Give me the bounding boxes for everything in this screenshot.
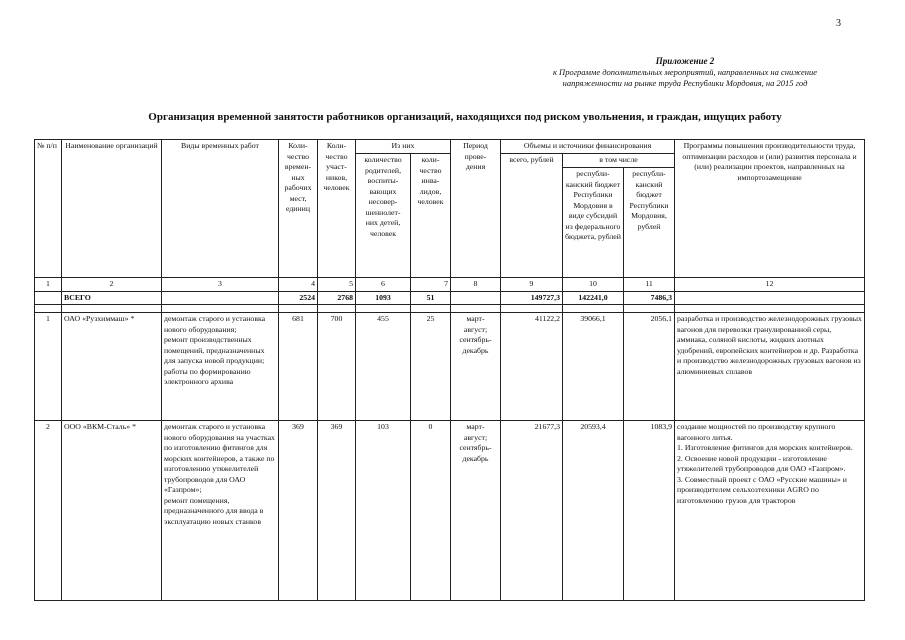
- header-of-them: Из них: [356, 140, 451, 154]
- row-disabled: 0: [411, 421, 451, 601]
- row-org: ОАО «Рузхиммаш» *: [62, 313, 162, 421]
- row-parents: 455: [356, 313, 411, 421]
- col-number: 4: [279, 278, 318, 292]
- row-org: ООО «ВКМ-Сталь» *: [62, 421, 162, 601]
- row-total: 21677,3: [501, 421, 563, 601]
- appendix-title: Приложение 2: [655, 56, 715, 66]
- header-parents: количество родителей, воспиты- вающих несовер- шеннолет- них детей, человек: [356, 154, 411, 278]
- total-rep-budget: 142241,0: [563, 291, 624, 305]
- row-participants: 369: [318, 421, 356, 601]
- header-total: всего, рублей: [501, 154, 563, 278]
- total-places: 2524: [279, 291, 318, 305]
- total-participants: 2768: [318, 291, 356, 305]
- row-programs: создание мощностей по производству крупного вагонного литья. 1. Изготовление фитингов для морских контейнеров. 2. Освоение новой продукции - изготовление утяжелителей трубопроводов для ОАО «Газпром». 3. Совместный проект с ОАО «Русские машины» и производителем сельхозтехники AGRO по изготовлению грузов для тракторов: [675, 421, 865, 601]
- spacer-row: [35, 305, 865, 313]
- header-works: Виды временных работ: [162, 140, 279, 278]
- document-title: Организация временной занятости работников организаций, находящихся под риском увольнения, и граждан, ищущих работу: [148, 111, 782, 123]
- header-rep-budget: республи- канский бюджет Республики Мордовия в виде субсидий из федерального бюджета, рублей: [563, 168, 624, 278]
- page-number: 3: [836, 18, 841, 29]
- row-parents: 103: [356, 421, 411, 601]
- total-label: ВСЕГО: [62, 291, 162, 305]
- header-num: № п/п: [35, 140, 62, 278]
- col-number: 1: [35, 278, 62, 292]
- header-disabled: коли- чество инва- лидов, человек: [411, 154, 451, 278]
- header-including: в том числе: [563, 154, 675, 168]
- col-number: 5: [318, 278, 356, 292]
- total-programs: [675, 291, 865, 305]
- row-num: 1: [35, 313, 62, 421]
- col-number: 6: [356, 278, 411, 292]
- row-disabled: 25: [411, 313, 451, 421]
- header-participants: Коли- чество участ- ников, человек: [318, 140, 356, 278]
- header-places: Коли- чество времен- ных рабочих мест, единиц: [279, 140, 318, 278]
- header-rep-budget2: республи- канский бюджет Республики Мордовия, рублей: [624, 168, 675, 278]
- col-number: 3: [162, 278, 279, 292]
- employment-table: [34, 139, 865, 601]
- total-works: [162, 291, 279, 305]
- appendix-line-1: к Программе дополнительных мероприятий, направленных на снижение: [552, 67, 818, 77]
- header-finance: Объемы и источники финансирования: [501, 140, 675, 154]
- row-works: демонтаж старого и установка нового оборудования на участках по изготовлению фитингов для морских контейнеров, а также по изготовлению утяжелителей трубопроводов для ОАО «Газпром»; ремонт помещения, предназначенного для ввода в эксплуатацию новых станков: [162, 421, 279, 601]
- table-row: [35, 313, 865, 421]
- col-number: 11: [624, 278, 675, 292]
- col-number: 12: [675, 278, 865, 292]
- table-row: [35, 421, 865, 601]
- total-parents: 1093: [356, 291, 411, 305]
- total-sum: 149727,3: [501, 291, 563, 305]
- row-works: демонтаж старого и установка нового оборудования; ремонт производственных помещений, предназначенных для запуска новой продукции; работы по формированию электронного архива: [162, 313, 279, 421]
- col-number: 7: [411, 278, 451, 292]
- appendix-line-2: напряженности на рынке труда Республики Мордовия, на 2015 год: [562, 78, 808, 88]
- row-participants: 700: [318, 313, 356, 421]
- row-places: 369: [279, 421, 318, 601]
- col-number: 2: [62, 278, 162, 292]
- column-number-row: [35, 278, 865, 292]
- row-rep-budget: 20593,4: [563, 421, 624, 601]
- row-period: март- август; сентябрь- декабрь: [451, 313, 501, 421]
- col-number: 8: [451, 278, 501, 292]
- total-rep-budget2: 7486,3: [624, 291, 675, 305]
- header-period: Период прове- дения: [451, 140, 501, 278]
- col-number: 9: [501, 278, 563, 292]
- row-places: 681: [279, 313, 318, 421]
- header-org: Наименование организаций: [62, 140, 162, 278]
- row-programs: разработка и производство железнодорожных грузовых вагонов для перевозки гранулированной серы, аммиака, соляной кислоты, жидких азотных удобрений, европейских контейнеров и др. Разработка и производство железнодорожных грузовых вагонов из алюминиевых сплавов: [675, 313, 865, 421]
- row-num: 2: [35, 421, 62, 601]
- header-row-1: [35, 140, 865, 154]
- total-num: [35, 291, 62, 305]
- row-rep-budget2: 2056,1: [624, 313, 675, 421]
- appendix-header: [520, 56, 850, 89]
- row-rep-budget: 39066,1: [563, 313, 624, 421]
- col-number: 10: [563, 278, 624, 292]
- row-rep-budget2: 1083,9: [624, 421, 675, 601]
- total-disabled: 51: [411, 291, 451, 305]
- row-total: 41122,2: [501, 313, 563, 421]
- row-period: март- август; сентябрь- декабрь: [451, 421, 501, 601]
- total-period: [451, 291, 501, 305]
- header-programs: Программы повышения производительности труда, оптимизации расходов и (или) развития персонала и (или) реализации проектов, направленных на импортозамещение: [675, 140, 865, 278]
- total-row: [35, 291, 865, 305]
